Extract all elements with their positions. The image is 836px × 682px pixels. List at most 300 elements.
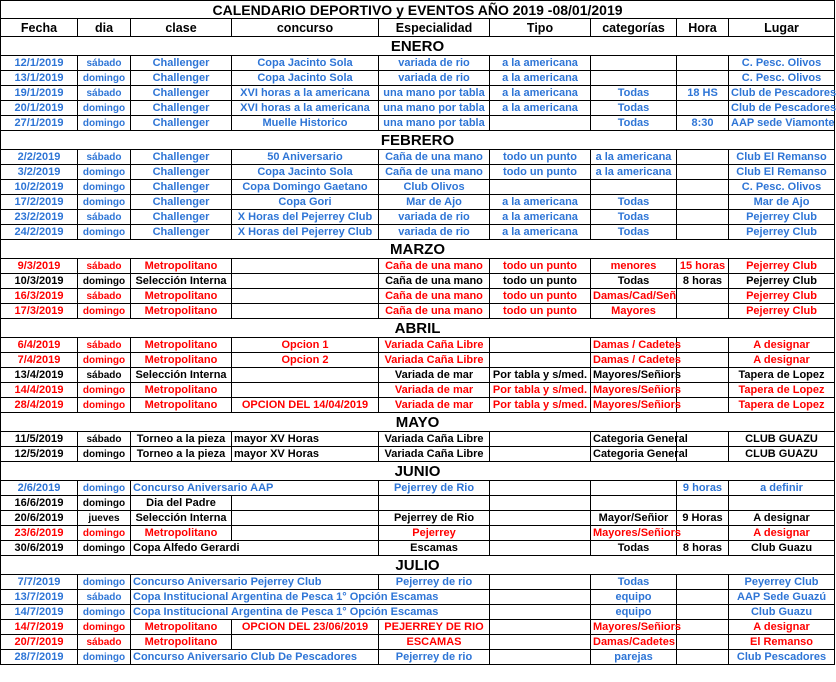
cell-clase: Selección Interna bbox=[131, 511, 232, 526]
table-row bbox=[1, 210, 835, 225]
cell-tipo bbox=[490, 541, 591, 556]
cell-dia: domingo bbox=[78, 620, 131, 635]
cell-hora bbox=[677, 605, 729, 620]
cell-concurso bbox=[232, 289, 379, 304]
table-row bbox=[1, 180, 835, 195]
cell-dia: domingo bbox=[78, 605, 131, 620]
cell-dia: domingo bbox=[78, 274, 131, 289]
cell-dia: domingo bbox=[78, 71, 131, 86]
cell-especialidad: Variada de mar bbox=[379, 383, 490, 398]
cell-fecha: 14/4/2019 bbox=[1, 383, 78, 398]
month-row bbox=[1, 131, 835, 150]
cell-hora bbox=[677, 71, 729, 86]
cell-concurso: XVI horas a la americana bbox=[232, 86, 379, 101]
cell-concurso: Opcion 2 bbox=[232, 353, 379, 368]
cell-hora bbox=[677, 304, 729, 319]
cell-especialidad: Club Olivos bbox=[379, 180, 490, 195]
cell-lugar: C. Pesc. Olivos bbox=[729, 71, 835, 86]
cell-categorias bbox=[591, 180, 677, 195]
cell-dia: sábado bbox=[78, 289, 131, 304]
cell-especialidad: Variada de mar bbox=[379, 398, 490, 413]
cell-clase: Metropolitano bbox=[131, 353, 232, 368]
table-row bbox=[1, 289, 835, 304]
cell-clase: Metropolitano bbox=[131, 289, 232, 304]
table-row bbox=[1, 541, 835, 556]
cell-categorias bbox=[591, 71, 677, 86]
cell-categorias: Damas / Cadetes bbox=[591, 353, 677, 368]
cell-dia: sábado bbox=[78, 56, 131, 71]
month-row bbox=[1, 319, 835, 338]
cell-clase: Selección Interna bbox=[131, 274, 232, 289]
cell-fecha: 10/2/2019 bbox=[1, 180, 78, 195]
cell-tipo bbox=[490, 635, 591, 650]
cell-especialidad: Caña de una mano bbox=[379, 150, 490, 165]
cell-lugar: A designar bbox=[729, 620, 835, 635]
cell-especialidad: Variada Caña Libre bbox=[379, 432, 490, 447]
cell-concurso: OPCION DEL 14/04/2019 bbox=[232, 398, 379, 413]
cell-clase: Challenger bbox=[131, 86, 232, 101]
cell-fecha: 28/7/2019 bbox=[1, 650, 78, 665]
cell-lugar: Peyerrey Club bbox=[729, 575, 835, 590]
cell-dia: sábado bbox=[78, 338, 131, 353]
cell-fecha: 14/7/2019 bbox=[1, 605, 78, 620]
cell-hora bbox=[677, 526, 729, 541]
cell-hora: 9 Horas bbox=[677, 511, 729, 526]
cell-especialidad: Caña de una mano bbox=[379, 304, 490, 319]
cell-tipo bbox=[490, 526, 591, 541]
cell-lugar: C. Pesc. Olivos bbox=[729, 180, 835, 195]
cell-concurso: 50 Aniversario bbox=[232, 150, 379, 165]
cell-tipo: todo un punto bbox=[490, 165, 591, 180]
cell-tipo bbox=[490, 447, 591, 462]
cell-concurso bbox=[232, 511, 379, 526]
cell-fecha: 13/4/2019 bbox=[1, 368, 78, 383]
cell-tipo: a la americana bbox=[490, 86, 591, 101]
cell-lugar: AAP sede Viamonte bbox=[729, 116, 835, 131]
cell-hora bbox=[677, 289, 729, 304]
cell-hora bbox=[677, 150, 729, 165]
cell-clase: Challenger bbox=[131, 180, 232, 195]
cell-tipo bbox=[490, 575, 591, 590]
cell-categorias bbox=[591, 56, 677, 71]
cell-hora: 8 horas bbox=[677, 274, 729, 289]
cell-lugar: CLUB GUAZU bbox=[729, 447, 835, 462]
cell-concurso: Copa Jacinto Sola bbox=[232, 165, 379, 180]
cell-tipo bbox=[490, 605, 591, 620]
cell-clase: Metropolitano bbox=[131, 259, 232, 274]
table-row bbox=[1, 635, 835, 650]
table-row bbox=[1, 274, 835, 289]
cell-especialidad: Variada Caña Libre bbox=[379, 447, 490, 462]
cell-categorias: Todas bbox=[591, 575, 677, 590]
cell-lugar: Club Pescadores bbox=[729, 650, 835, 665]
cell-concurso bbox=[232, 635, 379, 650]
cell-fecha: 23/2/2019 bbox=[1, 210, 78, 225]
cell-hora bbox=[677, 195, 729, 210]
cell-especialidad: Pejerrey bbox=[379, 526, 490, 541]
cell-fecha: 16/6/2019 bbox=[1, 496, 78, 511]
cell-fecha: 12/5/2019 bbox=[1, 447, 78, 462]
cell-lugar: Pejerrey Club bbox=[729, 304, 835, 319]
table-row bbox=[1, 225, 835, 240]
cell-lugar: A designar bbox=[729, 338, 835, 353]
cell-dia: domingo bbox=[78, 165, 131, 180]
cell-hora bbox=[677, 225, 729, 240]
cell-fecha: 3/2/2019 bbox=[1, 165, 78, 180]
table-row bbox=[1, 101, 835, 116]
header-concurso: concurso bbox=[232, 19, 379, 37]
month-heading: MARZO bbox=[1, 240, 835, 259]
month-heading: JULIO bbox=[1, 556, 835, 575]
cell-tipo: todo un punto bbox=[490, 304, 591, 319]
cell-lugar: A designar bbox=[729, 511, 835, 526]
cell-lugar: Tapera de Lopez bbox=[729, 368, 835, 383]
cell-fecha: 16/3/2019 bbox=[1, 289, 78, 304]
cell-especialidad: Pejerrey de rio bbox=[379, 575, 490, 590]
cell-categorias: parejas bbox=[591, 650, 677, 665]
cell-clase: Concurso Aniversario Club De Pescadores bbox=[131, 650, 379, 665]
cell-categorias: Todas bbox=[591, 195, 677, 210]
cell-clase: Challenger bbox=[131, 165, 232, 180]
cell-dia: sábado bbox=[78, 210, 131, 225]
cell-hora bbox=[677, 101, 729, 116]
cell-fecha: 27/1/2019 bbox=[1, 116, 78, 131]
cell-clase: Torneo a la pieza bbox=[131, 447, 232, 462]
cell-dia: sábado bbox=[78, 259, 131, 274]
table-row bbox=[1, 496, 835, 511]
cell-lugar: Pejerrey Club bbox=[729, 274, 835, 289]
cell-fecha: 24/2/2019 bbox=[1, 225, 78, 240]
cell-hora bbox=[677, 398, 729, 413]
cell-fecha: 20/7/2019 bbox=[1, 635, 78, 650]
cell-especialidad: Caña de una mano bbox=[379, 259, 490, 274]
cell-lugar: Club Guazu bbox=[729, 541, 835, 556]
cell-categorias: Todas bbox=[591, 210, 677, 225]
table-row bbox=[1, 398, 835, 413]
cell-fecha: 12/1/2019 bbox=[1, 56, 78, 71]
cell-lugar bbox=[729, 496, 835, 511]
cell-dia: sábado bbox=[78, 86, 131, 101]
table-row bbox=[1, 575, 835, 590]
cell-hora bbox=[677, 353, 729, 368]
table-row bbox=[1, 605, 835, 620]
cell-especialidad: Caña de una mano bbox=[379, 274, 490, 289]
cell-lugar: CLUB GUAZU bbox=[729, 432, 835, 447]
cell-categorias: Todas bbox=[591, 86, 677, 101]
cell-especialidad: Variada de mar bbox=[379, 368, 490, 383]
cell-concurso: mayor XV Horas bbox=[232, 447, 379, 462]
table-row bbox=[1, 116, 835, 131]
cell-especialidad: Variada Caña Libre bbox=[379, 353, 490, 368]
table-row bbox=[1, 526, 835, 541]
cell-dia: jueves bbox=[78, 511, 131, 526]
cell-dia: domingo bbox=[78, 398, 131, 413]
cell-lugar: Pejerrey Club bbox=[729, 225, 835, 240]
cell-tipo bbox=[490, 116, 591, 131]
cell-lugar: Club Guazu bbox=[729, 605, 835, 620]
cell-clase: Metropolitano bbox=[131, 635, 232, 650]
cell-concurso bbox=[232, 368, 379, 383]
cell-concurso: X Horas del Pejerrey Club bbox=[232, 225, 379, 240]
cell-categorias: equipo bbox=[591, 590, 677, 605]
cell-especialidad: Variada Caña Libre bbox=[379, 338, 490, 353]
cell-lugar: A designar bbox=[729, 353, 835, 368]
cell-dia: domingo bbox=[78, 225, 131, 240]
cell-concurso: Copa Domingo Gaetano bbox=[232, 180, 379, 195]
table-row bbox=[1, 165, 835, 180]
cell-tipo bbox=[490, 650, 591, 665]
cell-hora bbox=[677, 620, 729, 635]
cell-clase: Metropolitano bbox=[131, 526, 232, 541]
table-row bbox=[1, 590, 835, 605]
cell-tipo: Por tabla y s/med. bbox=[490, 368, 591, 383]
cell-lugar: El Remanso bbox=[729, 635, 835, 650]
month-heading: ENERO bbox=[1, 37, 835, 56]
cell-hora bbox=[677, 338, 729, 353]
cell-tipo: a la americana bbox=[490, 56, 591, 71]
cell-dia: sábado bbox=[78, 635, 131, 650]
cell-lugar: Club El Remanso bbox=[729, 165, 835, 180]
cell-clase: Challenger bbox=[131, 195, 232, 210]
month-heading: FEBRERO bbox=[1, 131, 835, 150]
table-row bbox=[1, 338, 835, 353]
header-especialidad: Especialidad bbox=[379, 19, 490, 37]
cell-tipo: Por tabla y s/med. bbox=[490, 398, 591, 413]
month-heading: JUNIO bbox=[1, 462, 835, 481]
cell-lugar: Club de Pescadores bbox=[729, 101, 835, 116]
cell-fecha: 2/2/2019 bbox=[1, 150, 78, 165]
cell-especialidad: Caña de una mano bbox=[379, 165, 490, 180]
month-heading: ABRIL bbox=[1, 319, 835, 338]
cell-concurso: Copa Jacinto Sola bbox=[232, 71, 379, 86]
table-row bbox=[1, 383, 835, 398]
cell-dia: domingo bbox=[78, 575, 131, 590]
cell-categorias bbox=[591, 481, 677, 496]
cell-categorias: Mayor/Señior bbox=[591, 511, 677, 526]
month-row bbox=[1, 462, 835, 481]
cell-clase: Copa Institucional Argentina de Pesca 1° Opción Escamas bbox=[131, 590, 490, 605]
cell-tipo: a la americana bbox=[490, 210, 591, 225]
cell-categorias: Mayores/Señiors bbox=[591, 620, 677, 635]
cell-clase: Torneo a la pieza bbox=[131, 432, 232, 447]
page-title: CALENDARIO DEPORTIVO y EVENTOS AÑO 2019 -08/01/2019 bbox=[1, 1, 835, 19]
cell-lugar: Pejerrey Club bbox=[729, 289, 835, 304]
cell-dia: sábado bbox=[78, 150, 131, 165]
cell-hora bbox=[677, 590, 729, 605]
header-hora: Hora bbox=[677, 19, 729, 37]
cell-fecha: 14/7/2019 bbox=[1, 620, 78, 635]
cell-especialidad: una mano por tabla bbox=[379, 86, 490, 101]
cell-lugar: Club El Remanso bbox=[729, 150, 835, 165]
cell-especialidad: variada de rio bbox=[379, 56, 490, 71]
cell-especialidad: variada de rio bbox=[379, 225, 490, 240]
cell-tipo: a la americana bbox=[490, 195, 591, 210]
table-row bbox=[1, 447, 835, 462]
cell-especialidad: una mano por tabla bbox=[379, 101, 490, 116]
cell-fecha: 9/3/2019 bbox=[1, 259, 78, 274]
cell-tipo bbox=[490, 338, 591, 353]
cell-especialidad bbox=[379, 496, 490, 511]
cell-clase: Metropolitano bbox=[131, 383, 232, 398]
cell-clase: Challenger bbox=[131, 225, 232, 240]
cell-lugar: Club de Pescadores bbox=[729, 86, 835, 101]
cell-hora bbox=[677, 635, 729, 650]
cell-hora: 15 horas bbox=[677, 259, 729, 274]
month-heading: MAYO bbox=[1, 413, 835, 432]
cell-clase: Dia del Padre bbox=[131, 496, 232, 511]
cell-especialidad: Escamas bbox=[379, 541, 490, 556]
table-row bbox=[1, 71, 835, 86]
cell-hora bbox=[677, 180, 729, 195]
header-dia: dia bbox=[78, 19, 131, 37]
cell-categorias: equipo bbox=[591, 605, 677, 620]
cell-hora: 9 horas bbox=[677, 481, 729, 496]
cell-dia: domingo bbox=[78, 447, 131, 462]
cell-fecha: 13/7/2019 bbox=[1, 590, 78, 605]
cell-fecha: 6/4/2019 bbox=[1, 338, 78, 353]
cell-categorias: Categoria General bbox=[591, 447, 677, 462]
cell-especialidad: una mano por tabla bbox=[379, 116, 490, 131]
cell-especialidad: Caña de una mano bbox=[379, 289, 490, 304]
cell-dia: domingo bbox=[78, 650, 131, 665]
cell-clase: Challenger bbox=[131, 101, 232, 116]
cell-fecha: 30/6/2019 bbox=[1, 541, 78, 556]
cell-dia: domingo bbox=[78, 180, 131, 195]
cell-hora: 8:30 bbox=[677, 116, 729, 131]
cell-especialidad: Pejerrey de Rio bbox=[379, 481, 490, 496]
cell-dia: sábado bbox=[78, 432, 131, 447]
cell-categorias: Damas/Cad/Señ bbox=[591, 289, 677, 304]
cell-clase: Challenger bbox=[131, 150, 232, 165]
cell-tipo bbox=[490, 590, 591, 605]
cell-tipo: todo un punto bbox=[490, 274, 591, 289]
cell-lugar: AAP Sede Guazú bbox=[729, 590, 835, 605]
cell-hora bbox=[677, 496, 729, 511]
cell-lugar: Pejerrey Club bbox=[729, 259, 835, 274]
cell-fecha: 17/2/2019 bbox=[1, 195, 78, 210]
cell-lugar: C. Pesc. Olivos bbox=[729, 56, 835, 71]
cell-hora bbox=[677, 650, 729, 665]
cell-dia: domingo bbox=[78, 101, 131, 116]
cell-dia: domingo bbox=[78, 304, 131, 319]
cell-categorias: Todas bbox=[591, 101, 677, 116]
cell-clase: Challenger bbox=[131, 116, 232, 131]
month-row bbox=[1, 37, 835, 56]
cell-clase: Challenger bbox=[131, 71, 232, 86]
cell-fecha: 20/1/2019 bbox=[1, 101, 78, 116]
cell-especialidad: variada de rio bbox=[379, 71, 490, 86]
month-row bbox=[1, 556, 835, 575]
cell-especialidad: variada de rio bbox=[379, 210, 490, 225]
cell-concurso: Muelle Historico bbox=[232, 116, 379, 131]
table-row bbox=[1, 650, 835, 665]
cell-tipo bbox=[490, 496, 591, 511]
cell-dia: sábado bbox=[78, 590, 131, 605]
cell-clase: Metropolitano bbox=[131, 398, 232, 413]
cell-tipo bbox=[490, 432, 591, 447]
cell-especialidad: ESCAMAS bbox=[379, 635, 490, 650]
table-row bbox=[1, 620, 835, 635]
table-row bbox=[1, 86, 835, 101]
table-row bbox=[1, 259, 835, 274]
cell-hora bbox=[677, 368, 729, 383]
cell-categorias: Todas bbox=[591, 116, 677, 131]
table-row bbox=[1, 432, 835, 447]
cell-concurso: mayor XV Horas bbox=[232, 432, 379, 447]
cell-concurso bbox=[232, 304, 379, 319]
cell-clase: Metropolitano bbox=[131, 304, 232, 319]
table-row bbox=[1, 304, 835, 319]
cell-hora bbox=[677, 56, 729, 71]
header-fecha: Fecha bbox=[1, 19, 78, 37]
header-categorias: categorías bbox=[591, 19, 677, 37]
cell-lugar: A designar bbox=[729, 526, 835, 541]
cell-dia: domingo bbox=[78, 541, 131, 556]
cell-categorias: Mayores/Señiors bbox=[591, 526, 677, 541]
cell-categorias: Mayores bbox=[591, 304, 677, 319]
cell-hora: 18 HS bbox=[677, 86, 729, 101]
cell-clase: Copa Alfedo Gerardi bbox=[131, 541, 379, 556]
month-row bbox=[1, 240, 835, 259]
cell-categorias: Mayores/Señiors bbox=[591, 398, 677, 413]
table-row bbox=[1, 56, 835, 71]
cell-dia: domingo bbox=[78, 481, 131, 496]
cell-especialidad: Pejerrey de rio bbox=[379, 650, 490, 665]
table-row bbox=[1, 368, 835, 383]
cell-lugar: a definir bbox=[729, 481, 835, 496]
cell-clase: Concurso Aniversario Pejerrey Club bbox=[131, 575, 379, 590]
cell-tipo bbox=[490, 353, 591, 368]
cell-lugar: Tapera de Lopez bbox=[729, 398, 835, 413]
header-tipo: Tipo bbox=[490, 19, 591, 37]
cell-categorias: a la americana bbox=[591, 165, 677, 180]
table-row bbox=[1, 195, 835, 210]
cell-especialidad: PEJERREY DE RIO bbox=[379, 620, 490, 635]
cell-hora bbox=[677, 165, 729, 180]
cell-dia: domingo bbox=[78, 496, 131, 511]
cell-categorias: Categoria General bbox=[591, 432, 677, 447]
cell-tipo bbox=[490, 511, 591, 526]
cell-categorias bbox=[591, 496, 677, 511]
cell-concurso bbox=[232, 496, 379, 511]
cell-concurso bbox=[232, 383, 379, 398]
cell-fecha: 7/4/2019 bbox=[1, 353, 78, 368]
cell-tipo: todo un punto bbox=[490, 259, 591, 274]
cell-fecha: 17/3/2019 bbox=[1, 304, 78, 319]
cell-tipo: todo un punto bbox=[490, 150, 591, 165]
cell-categorias: Todas bbox=[591, 225, 677, 240]
header-clase: clase bbox=[131, 19, 232, 37]
cell-concurso bbox=[232, 274, 379, 289]
table-row bbox=[1, 150, 835, 165]
cell-concurso: OPCION DEL 23/06/2019 bbox=[232, 620, 379, 635]
cell-fecha: 2/6/2019 bbox=[1, 481, 78, 496]
cell-tipo: a la americana bbox=[490, 71, 591, 86]
cell-especialidad: Pejerrey de Rio bbox=[379, 511, 490, 526]
cell-clase: Selección Interna bbox=[131, 368, 232, 383]
cell-lugar: Tapera de Lopez bbox=[729, 383, 835, 398]
cell-hora: 8 horas bbox=[677, 541, 729, 556]
cell-clase: Challenger bbox=[131, 210, 232, 225]
cell-concurso bbox=[232, 259, 379, 274]
cell-categorias: Mayores/Señiors bbox=[591, 368, 677, 383]
cell-categorias: a la americana bbox=[591, 150, 677, 165]
cell-categorias: Todas bbox=[591, 541, 677, 556]
cell-hora bbox=[677, 575, 729, 590]
cell-concurso: Opcion 1 bbox=[232, 338, 379, 353]
cell-clase: Metropolitano bbox=[131, 620, 232, 635]
cell-fecha: 23/6/2019 bbox=[1, 526, 78, 541]
